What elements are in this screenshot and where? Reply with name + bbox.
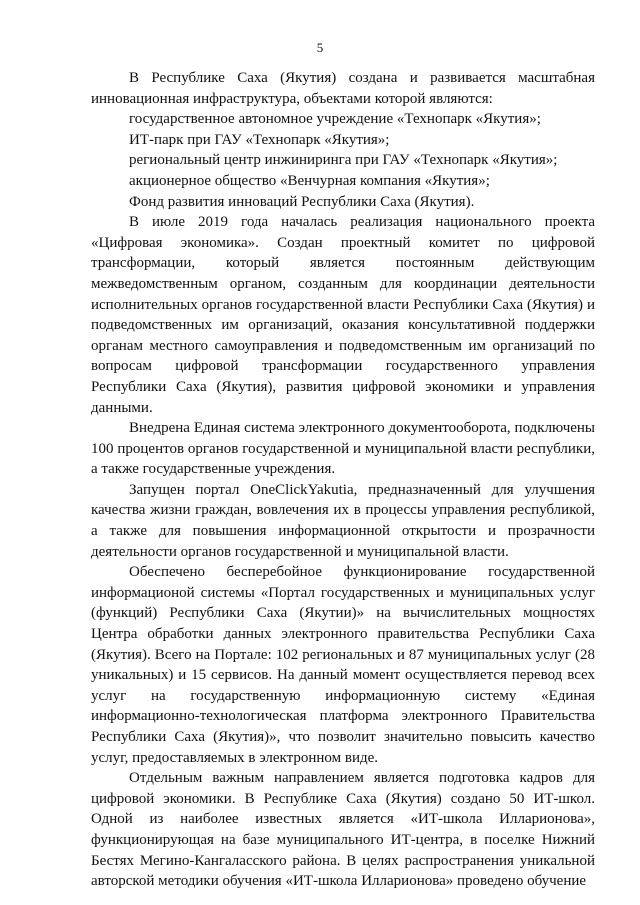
list-item: ИТ-парк при ГАУ «Технопарк «Якутия»; xyxy=(129,131,390,148)
list-item: государственное автономное учреждение «Технопарк «Якутия»; xyxy=(129,111,541,128)
infrastructure-list xyxy=(91,109,595,212)
list-item: акционерное общество «Венчурная компания «Якутия»; xyxy=(129,172,490,189)
list-item: региональный центр инжиниринга при ГАУ «Технопарк «Якутия»; xyxy=(129,152,558,169)
intro-paragraph: В Республике Саха (Якутия) создана и развивается масштабная инновационная инфраструктура, объектами которой являются: xyxy=(91,70,595,107)
it-schools-paragraph: Отдельным важным направлением является подготовка кадров для цифровой экономики. В Республике Саха (Якутия) создано 50 ИТ-школ. Одной из наиболее известных является «ИТ-школа Илларионова», функционирующая на базе муниципального ИТ-центра, в поселке Нижний Бестях Мегино-Кангаласского района. В целях распространения уникальной авторской методики обучения «ИТ-школа Илларионова» проведено обучение xyxy=(91,770,595,890)
page-body xyxy=(91,68,595,892)
list-item: Фонд развития инноваций Республики Саха (Якутия). xyxy=(129,193,475,210)
digital-economy-paragraph: В июле 2019 года началась реализация национального проекта «Цифровая экономика». Создан проектный комитет по цифровой трансформации, который является постоянным действующим межведомственным органом, созданным для координации деятельности исполнительных органов государственной власти Республики Саха (Якутия) и подведомственных им организаций, оказания консультативной поддержки органам местного самоуправления и подведомственным им организаций по вопросам цифровой трансформации государственного управления Республики Саха (Якутия), развития цифровой экономики и управления данными. xyxy=(91,214,595,416)
page-number: 5 xyxy=(316,40,324,55)
oneclickyakutia-paragraph: Запущен портал OneClickYakutia, предназначенный для улучшения качества жизни граждан, вовлечения их в процессы управления республикой, а также для повышения информационной открытости и прозрачности деятельности органов государственной и муниципальной власти. xyxy=(91,481,595,560)
services-portal-paragraph: Обеспечено бесперебойное функционирование государственной информационой системы «Портал государственных и муниципальных услуг (функций) Республики Саха (Якутии)» на вычислительных мощностях Центра обработки данных электронного правительства Республики Саха (Якутия). Всего на Портале: 102 региональных и 87 муниципальных услуг (28 уникальных) и 15 сервисов. На данный момент осуществляется перевод всех услуг на государственную информационную систему «Единая информационно-технологическая платформа электронного Правительства Республики Саха (Якутия)», что позволит значительно повысить качество услуг, предоставляемых в электронном виде. xyxy=(91,564,595,766)
document-workflow-paragraph: Внедрена Единая система электронного документооборота, подключены 100 процентов органов государственной и муниципальной власти республики, а также государственные учреждения. xyxy=(91,420,595,478)
